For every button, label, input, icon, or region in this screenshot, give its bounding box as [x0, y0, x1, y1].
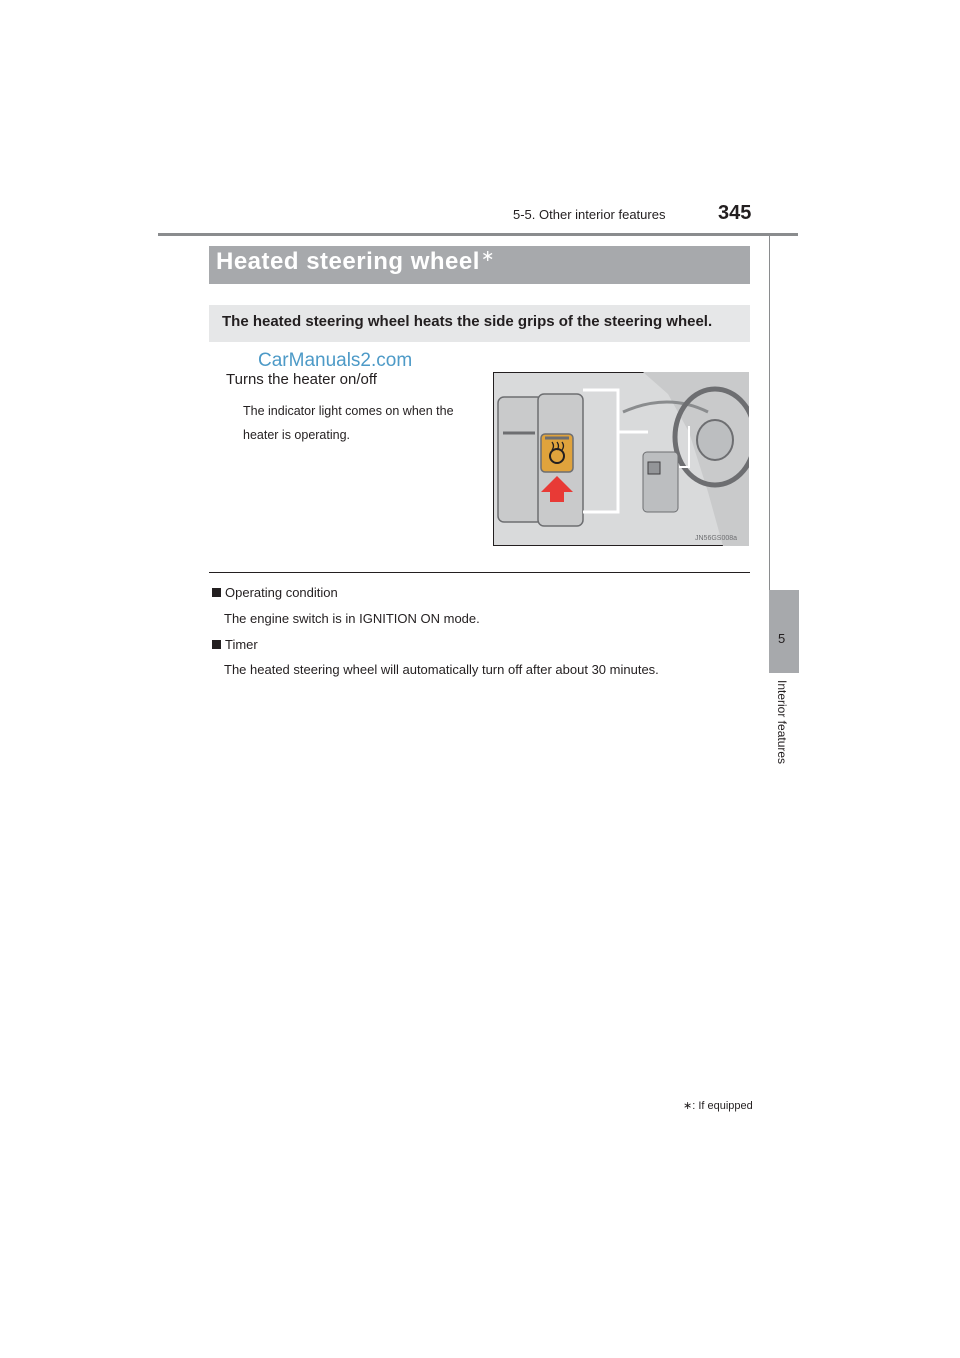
square-bullet-icon: [212, 640, 221, 649]
figure-code: JN56GS008a: [695, 535, 738, 542]
title-asterisk: ∗: [481, 248, 495, 265]
section-header: 5-5. Other interior features: [513, 207, 666, 222]
footnote: ∗: If equipped: [683, 1100, 753, 1112]
callout-note: The indicator light comes on when the heater is operating.: [243, 404, 454, 442]
operating-condition-heading: Operating condition: [212, 585, 338, 600]
operating-condition-text: The engine switch is in IGNITION ON mode.: [224, 611, 480, 626]
timer-heading: Timer: [212, 637, 258, 652]
square-bullet-icon: [212, 588, 221, 597]
intro-text: The heated steering wheel heats the side grips of the steering wheel.: [222, 313, 713, 330]
header-divider: [158, 233, 798, 236]
chapter-label: Interior features: [775, 680, 789, 765]
page-title: Heated steering wheel: [216, 248, 480, 275]
section-divider: [209, 572, 750, 573]
heater-switch-illustration: [493, 372, 749, 546]
chapter-number: 5: [778, 631, 786, 646]
callout-action: Turns the heater on/off: [226, 371, 377, 388]
timer-text: The heated steering wheel will automatically turn off after about 30 minutes.: [224, 662, 659, 677]
page-number: 345: [718, 202, 752, 224]
watermark-link[interactable]: CarManuals2.com: [258, 350, 413, 371]
